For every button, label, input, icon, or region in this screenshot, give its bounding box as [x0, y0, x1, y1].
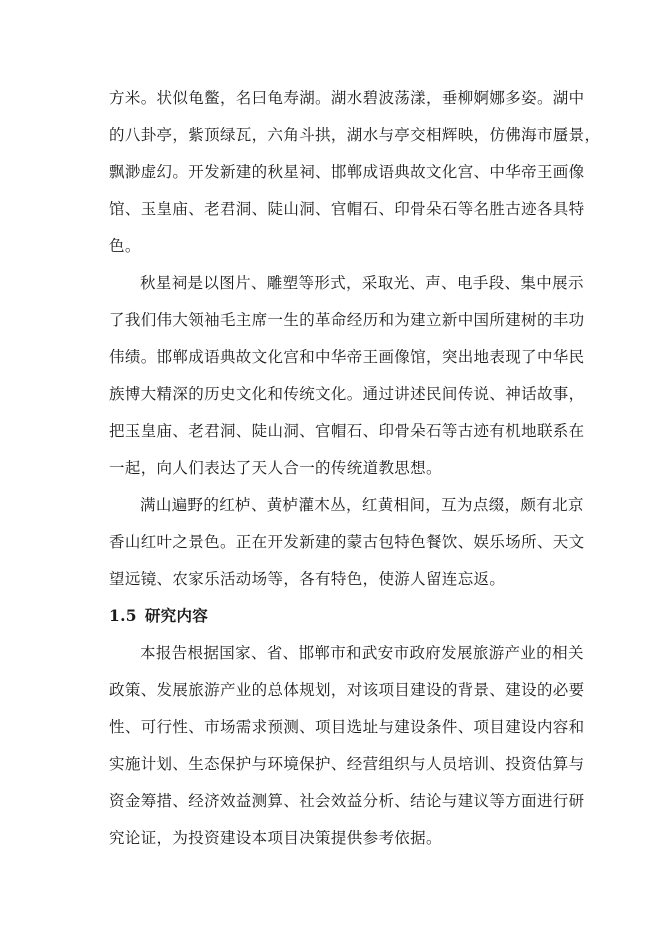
paragraph-1-line-4: 馆、玉皇庙、老君洞、陡山洞、官帽石、印骨朵石等名胜古迹各具特: [109, 200, 585, 218]
paragraph-1-line-2: 的八卦亭，紫顶绿瓦，六角斗拱，湖水与亭交相辉映，仿佛海市蜃景，: [109, 126, 601, 144]
section-heading: [109, 605, 208, 627]
paragraph-2-line-6: 一起，向人们表达了天人合一的传统道教思想。: [109, 459, 442, 477]
paragraph-2-line-3: 伟绩。邯郸成语典故文化宫和中华帝王画像馆，突出地表现了中华民: [109, 348, 585, 366]
section-number: 1.5: [109, 606, 137, 625]
paragraph-2-line-5: 把玉皇庙、老君洞、陡山洞、官帽石、印骨朵石等古迹有机地联系在: [109, 422, 585, 440]
paragraph-2-line-4: 族博大精深的历史文化和传统文化。通过讲述民间传说、神话故事，: [109, 385, 585, 403]
section-paragraph-line-4: 实施计划、生态保护与环境保护、经营组织与人员培训、投资估算与: [109, 755, 585, 773]
paragraph-3-line-3: 望远镜、农家乐活动场等，各有特色，使游人留连忘返。: [109, 570, 506, 588]
paragraph-3-line-2: 香山红叶之景色。正在开发新建的蒙古包特色餐饮、娱乐场所、天文: [109, 533, 585, 551]
section-paragraph-line-1: 本报告根据国家、省、邯郸市和武安市政府发展旅游产业的相关: [140, 644, 584, 662]
section-paragraph-line-2: 政策、发展旅游产业的总体规划，对该项目建设的背景、建设的必要: [109, 681, 585, 699]
paragraph-2-line-2: 了我们伟大领袖毛主席一生的革命经历和为建立新中国所建树的丰功: [109, 311, 585, 329]
paragraph-1-line-5: 色。: [109, 237, 141, 255]
section-paragraph-line-3: 性、可行性、市场需求预测、项目选址与建设条件、项目建设内容和: [109, 718, 585, 736]
section-paragraph-line-5: 资金筹措、经济效益测算、社会效益分析、结论与建议等方面进行研: [109, 792, 585, 810]
section-title: 研究内容: [144, 606, 209, 625]
section-paragraph-line-6: 究论证，为投资建设本项目决策提供参考依据。: [109, 829, 442, 847]
paragraph-1-line-3: 飘渺虚幻。开发新建的秋星祠、邯郸成语典故文化宫、中华帝王画像: [109, 163, 585, 181]
paragraph-2-line-1: 秋星祠是以图片、雕塑等形式，采取光、声、电手段、集中展示: [140, 274, 584, 292]
paragraph-1-line-1: 方米。状似龟鳖，名曰龟寿湖。湖水碧波荡漾，垂柳婀娜多姿。湖中: [109, 89, 585, 107]
paragraph-3-line-1: 满山遍野的红栌、黄栌灌木丛，红黄相间，互为点缀，颇有北京: [140, 496, 584, 514]
